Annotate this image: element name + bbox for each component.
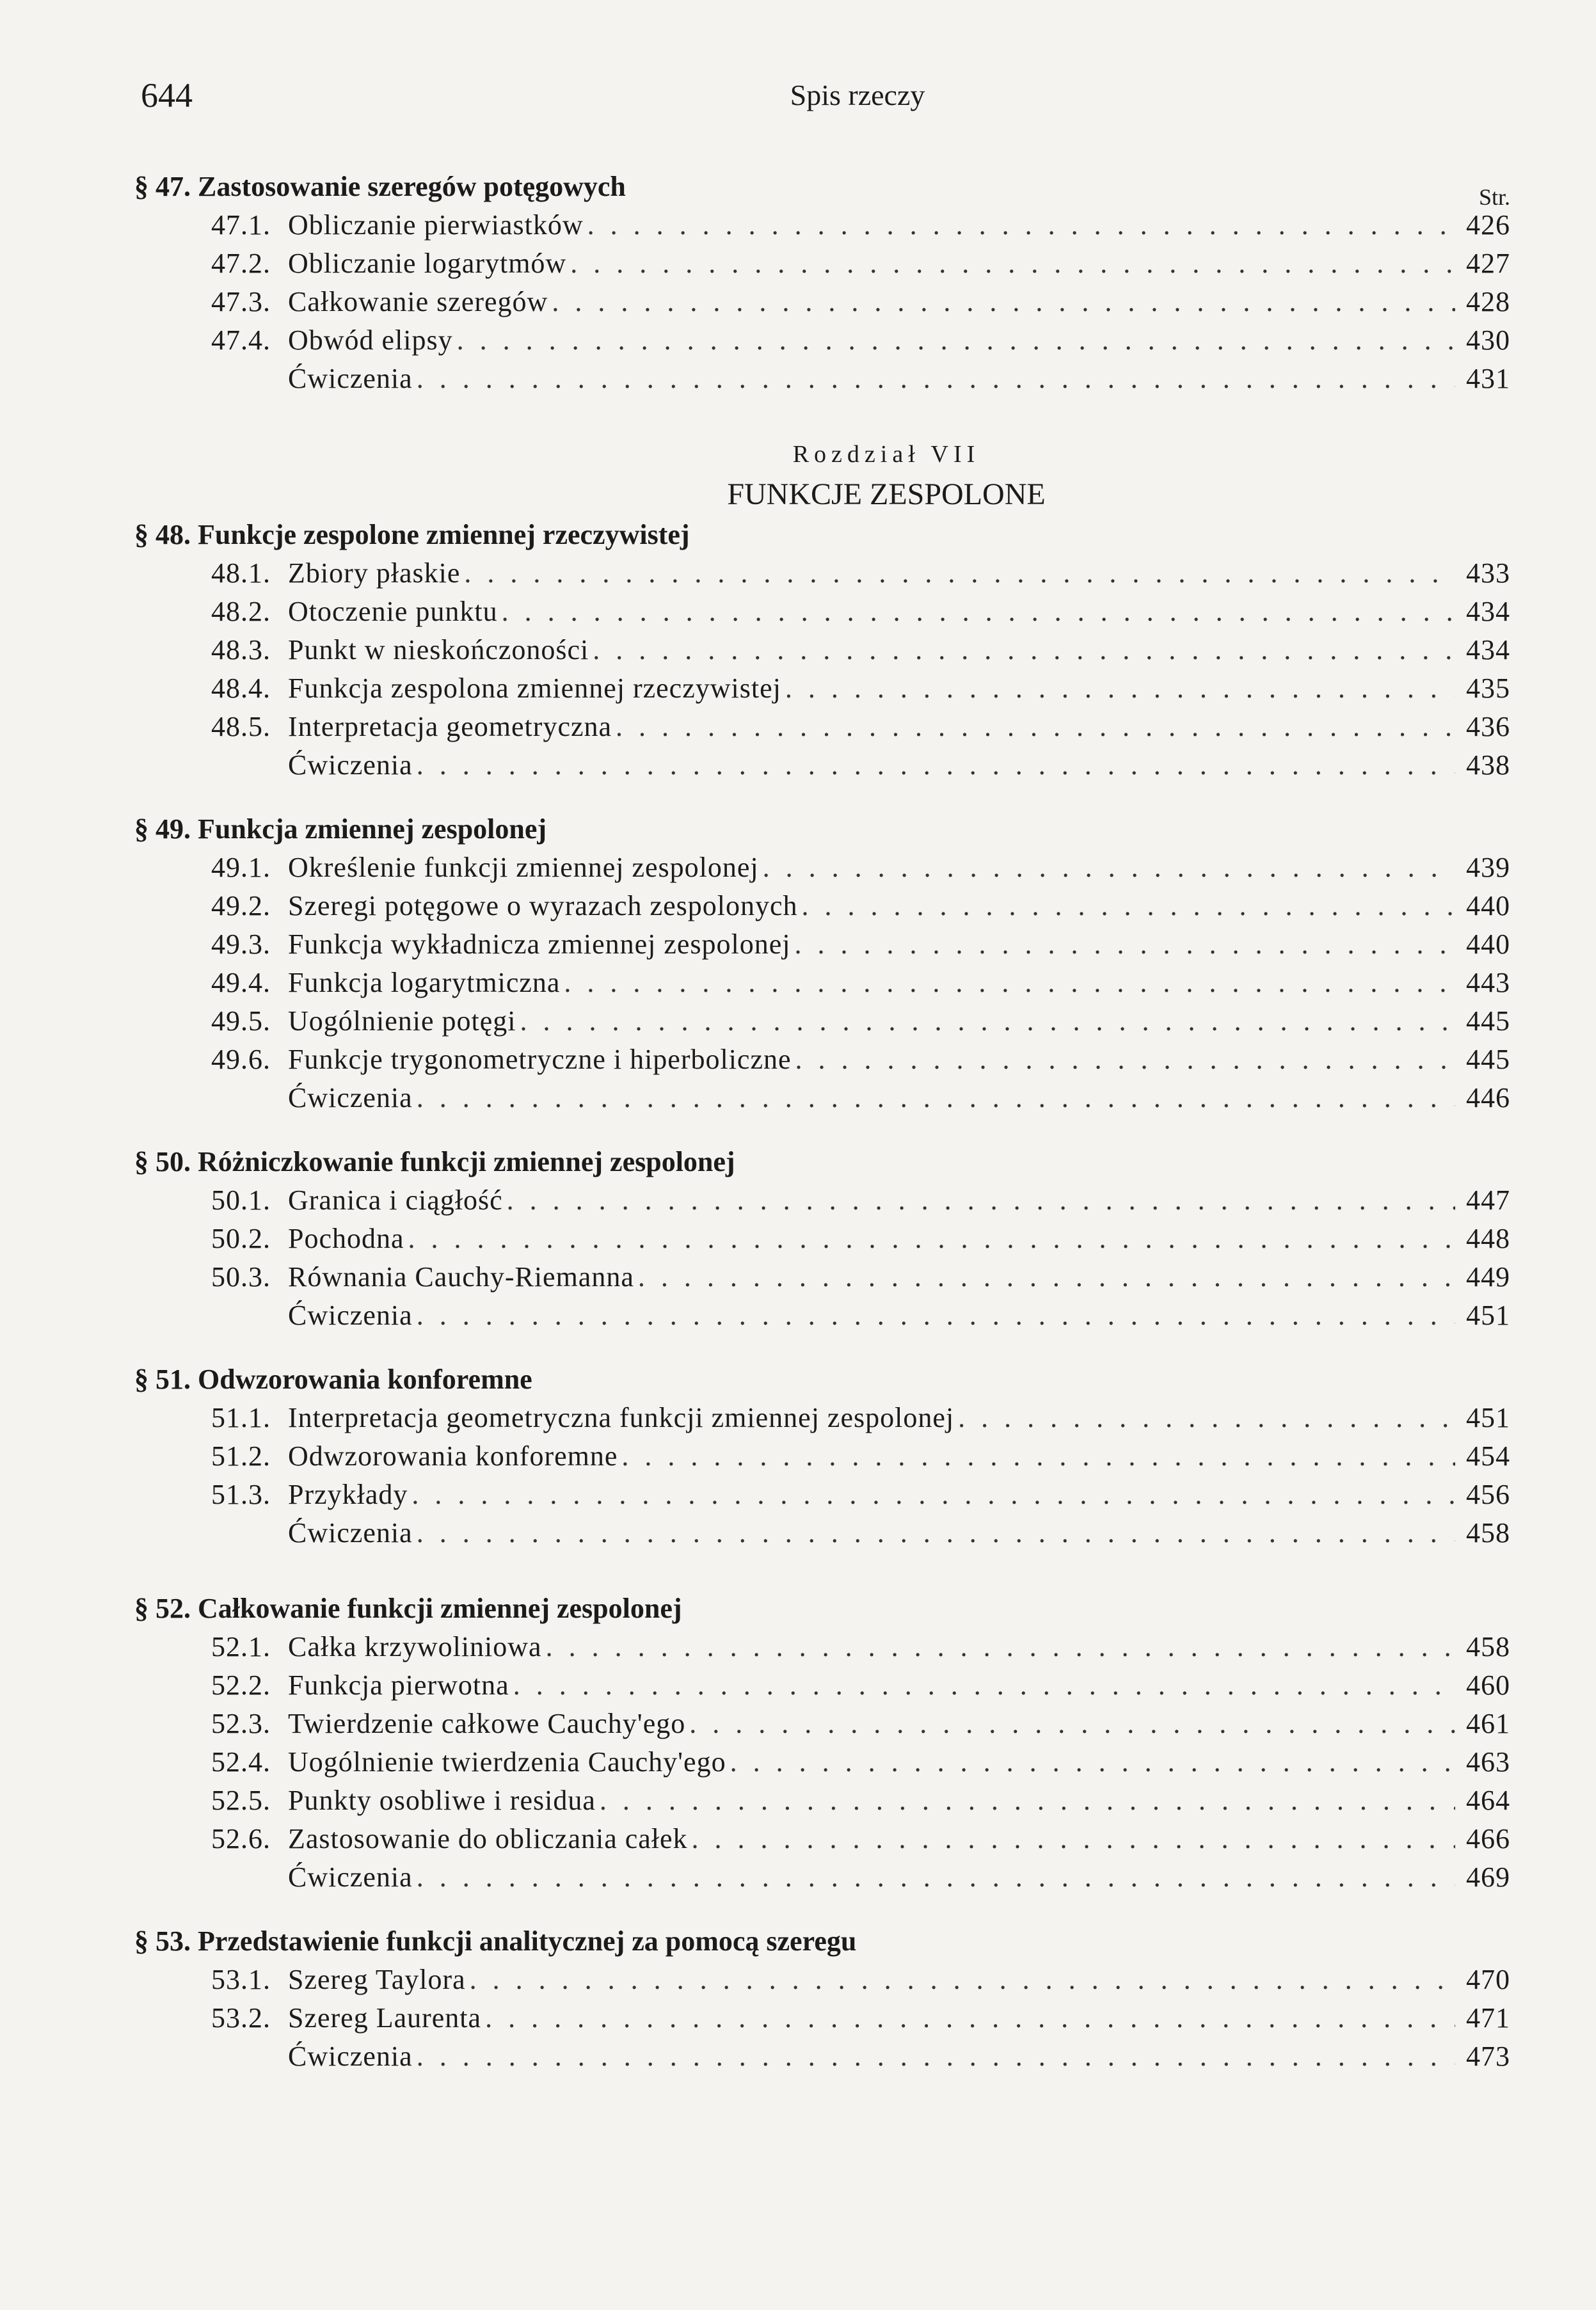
table-of-contents bbox=[134, 168, 1510, 2076]
entry-title: Obliczanie pierwiastków bbox=[288, 209, 584, 241]
toc-entry bbox=[134, 1296, 1510, 1335]
entry-title: Ćwiczenia bbox=[288, 363, 413, 394]
entry-number: 53.1. bbox=[211, 1964, 271, 1995]
entry-number: 49.3. bbox=[211, 928, 271, 960]
entry-number: 53.2. bbox=[211, 2002, 271, 2034]
entry-number: 47.4. bbox=[211, 324, 271, 356]
entry-page: 461 bbox=[1466, 1708, 1510, 1739]
toc-entry bbox=[134, 746, 1510, 785]
entry-page: 440 bbox=[1466, 928, 1510, 960]
entry-number: 50.1. bbox=[211, 1184, 271, 1216]
section-heading bbox=[134, 1143, 1510, 1181]
dot-leader bbox=[507, 1181, 1455, 1220]
entry-page: 447 bbox=[1466, 1184, 1510, 1216]
toc-entry bbox=[134, 1858, 1510, 1897]
entry-page: 431 bbox=[1466, 363, 1510, 394]
dot-leader bbox=[417, 1079, 1455, 1117]
dot-leader bbox=[470, 1961, 1455, 1999]
entry-title: Funkcja wykładnicza zmiennej zespolonej bbox=[288, 928, 791, 960]
dot-leader bbox=[692, 1820, 1455, 1858]
entry-number: 47.1. bbox=[211, 209, 271, 241]
entry-number: 47.3. bbox=[211, 286, 271, 317]
entry-number: 50.3. bbox=[211, 1261, 271, 1293]
chapter-label: Rozdział VII bbox=[792, 441, 980, 468]
entry-page: 426 bbox=[1466, 209, 1510, 241]
dot-leader bbox=[801, 887, 1455, 925]
dot-leader bbox=[411, 1476, 1455, 1514]
entry-page: 433 bbox=[1466, 557, 1510, 589]
toc-entry bbox=[134, 1666, 1510, 1705]
section-heading-text: § 49. Funkcja zmiennej zespolonej bbox=[134, 813, 547, 845]
entry-page: 434 bbox=[1466, 596, 1510, 627]
toc-section bbox=[134, 168, 1510, 398]
dot-leader bbox=[958, 1399, 1455, 1437]
entry-title: Uogólnienie twierdzenia Cauchy'ego bbox=[288, 1746, 726, 1778]
page-column-label: Str. bbox=[1478, 184, 1510, 210]
entry-number: 48.2. bbox=[211, 596, 271, 627]
dot-leader bbox=[785, 669, 1455, 708]
dot-leader bbox=[520, 1002, 1456, 1040]
dot-leader bbox=[616, 708, 1455, 746]
entry-page: 427 bbox=[1466, 248, 1510, 279]
toc-entry bbox=[134, 1399, 1510, 1437]
dot-leader bbox=[600, 1781, 1455, 1820]
dot-leader bbox=[417, 1858, 1455, 1897]
dot-leader bbox=[638, 1258, 1455, 1296]
entry-title: Zbiory płaskie bbox=[288, 557, 461, 589]
section-heading bbox=[134, 1922, 1510, 1961]
entry-page: 471 bbox=[1466, 2002, 1510, 2034]
dot-leader bbox=[795, 1040, 1455, 1079]
toc-entry bbox=[134, 1961, 1510, 1999]
entry-page: 449 bbox=[1466, 1261, 1510, 1293]
entry-page: 440 bbox=[1466, 890, 1510, 921]
entry-number: 49.6. bbox=[211, 1044, 271, 1075]
entry-title: Pochodna bbox=[288, 1223, 404, 1254]
entry-page: 460 bbox=[1466, 1669, 1510, 1701]
entry-number: 52.1. bbox=[211, 1631, 271, 1662]
entry-title: Szereg Laurenta bbox=[288, 2002, 482, 2034]
section-heading bbox=[134, 168, 1510, 210]
entry-title: Ćwiczenia bbox=[288, 1517, 413, 1549]
entry-page: 436 bbox=[1466, 711, 1510, 742]
dot-leader bbox=[417, 746, 1455, 785]
dot-leader bbox=[485, 1999, 1455, 2037]
toc-section bbox=[134, 516, 1510, 785]
entry-number: 49.5. bbox=[211, 1005, 271, 1037]
toc-entry bbox=[134, 669, 1510, 708]
entry-page: 470 bbox=[1466, 1964, 1510, 1995]
page-number: 644 bbox=[141, 76, 193, 115]
toc-entry bbox=[134, 321, 1510, 360]
dot-leader bbox=[417, 1296, 1455, 1335]
entry-title: Twierdzenie całkowe Cauchy'ego bbox=[288, 1708, 686, 1739]
entry-number: 49.2. bbox=[211, 890, 271, 921]
toc-section bbox=[134, 810, 1510, 1117]
entry-number: 52.3. bbox=[211, 1708, 271, 1739]
dot-leader bbox=[417, 2037, 1455, 2076]
toc-entry bbox=[134, 708, 1510, 746]
toc-entry bbox=[134, 1820, 1510, 1858]
dot-leader bbox=[457, 321, 1455, 360]
toc-entry bbox=[134, 848, 1510, 887]
toc-entry bbox=[134, 1437, 1510, 1476]
section-heading bbox=[134, 516, 1510, 554]
entry-number: 48.1. bbox=[211, 557, 271, 589]
entry-title: Otoczenie punktu bbox=[288, 596, 498, 627]
entry-title: Ćwiczenia bbox=[288, 1082, 413, 1113]
entry-title: Funkcja pierwotna bbox=[288, 1669, 509, 1701]
toc-entry bbox=[134, 593, 1510, 631]
entry-page: 466 bbox=[1466, 1823, 1510, 1854]
entry-title: Funkcja logarytmiczna bbox=[288, 967, 561, 998]
entry-number: 49.1. bbox=[211, 852, 271, 883]
entry-title: Funkcja zespolona zmiennej rzeczywistej bbox=[288, 673, 781, 704]
entry-title: Ćwiczenia bbox=[288, 1300, 413, 1331]
toc-entry bbox=[134, 283, 1510, 321]
dot-leader bbox=[587, 206, 1455, 244]
toc-entry bbox=[134, 1040, 1510, 1079]
toc-entry bbox=[134, 887, 1510, 925]
toc-entry bbox=[134, 1999, 1510, 2037]
dot-leader bbox=[763, 848, 1455, 887]
dot-leader bbox=[417, 360, 1455, 398]
running-title: Spis rzeczy bbox=[790, 79, 925, 111]
toc-entry bbox=[134, 631, 1510, 669]
entry-page: 435 bbox=[1466, 673, 1510, 704]
section-heading-text: § 50. Różniczkowanie funkcji zmiennej zespolonej bbox=[134, 1146, 735, 1177]
entry-title: Szereg Taylora bbox=[288, 1964, 466, 1995]
entry-title: Punkt w nieskończoności bbox=[288, 634, 589, 665]
dot-leader bbox=[689, 1705, 1455, 1743]
entry-number: 52.6. bbox=[211, 1823, 271, 1854]
entry-title: Uogólnienie potęgi bbox=[288, 1005, 516, 1037]
entry-page: 473 bbox=[1466, 2041, 1510, 2072]
entry-page: 458 bbox=[1466, 1631, 1510, 1662]
entry-page: 448 bbox=[1466, 1223, 1510, 1254]
entry-number: 52.4. bbox=[211, 1746, 271, 1778]
entry-page: 456 bbox=[1466, 1479, 1510, 1510]
toc-entry bbox=[134, 1002, 1510, 1040]
entry-page: 434 bbox=[1466, 634, 1510, 665]
entry-title: Szeregi potęgowe o wyrazach zespolonych bbox=[288, 890, 798, 921]
dot-leader bbox=[593, 631, 1455, 669]
entry-title: Ćwiczenia bbox=[288, 749, 413, 781]
entry-number: 47.2. bbox=[211, 248, 271, 279]
entry-title: Punkty osobliwe i residua bbox=[288, 1785, 596, 1816]
entry-title: Obliczanie logarytmów bbox=[288, 248, 567, 279]
entry-page: 438 bbox=[1466, 749, 1510, 781]
entry-title: Określenie funkcji zmiennej zespolonej bbox=[288, 852, 759, 883]
entry-title: Odwzorowania konforemne bbox=[288, 1440, 618, 1472]
entry-page: 430 bbox=[1466, 324, 1510, 356]
entry-page: 428 bbox=[1466, 286, 1510, 317]
toc-entry bbox=[134, 206, 1510, 244]
entry-number: 50.2. bbox=[211, 1223, 271, 1254]
entry-number: 48.4. bbox=[211, 673, 271, 704]
toc-entry bbox=[134, 1743, 1510, 1781]
entry-number: 51.3. bbox=[211, 1479, 271, 1510]
entry-title: Obwód elipsy bbox=[288, 324, 453, 356]
toc-entry bbox=[134, 964, 1510, 1002]
toc-entry bbox=[134, 1781, 1510, 1820]
toc-entry bbox=[134, 925, 1510, 964]
entry-title: Całka krzywoliniowa bbox=[288, 1631, 542, 1662]
section-heading-text: § 53. Przedstawienie funkcji analitycznej za pomocą szeregu bbox=[134, 1925, 857, 1957]
entry-page: 445 bbox=[1466, 1005, 1510, 1037]
section-heading bbox=[134, 1360, 1510, 1399]
toc-section bbox=[134, 1360, 1510, 1552]
dot-leader bbox=[408, 1220, 1455, 1258]
toc-entry bbox=[134, 1628, 1510, 1666]
dot-leader bbox=[795, 925, 1455, 964]
entry-page: 469 bbox=[1466, 1861, 1510, 1893]
toc-section bbox=[134, 1143, 1510, 1335]
entry-number: 51.2. bbox=[211, 1440, 271, 1472]
entry-title: Przykłady bbox=[288, 1479, 408, 1510]
dot-leader bbox=[502, 593, 1455, 631]
entry-page: 458 bbox=[1466, 1517, 1510, 1549]
toc-entry bbox=[134, 1705, 1510, 1743]
entry-title: Interpretacja geometryczna bbox=[288, 711, 612, 742]
entry-title: Granica i ciągłość bbox=[288, 1184, 503, 1216]
toc-entry bbox=[134, 1514, 1510, 1552]
entry-page: 451 bbox=[1466, 1300, 1510, 1331]
dot-leader bbox=[552, 283, 1455, 321]
toc-entry bbox=[134, 1258, 1510, 1296]
dot-leader bbox=[570, 244, 1455, 283]
dot-leader bbox=[513, 1666, 1455, 1705]
chapter-title: FUNKCJE ZESPOLONE bbox=[727, 477, 1046, 511]
entry-title: Zastosowanie do obliczania całek bbox=[288, 1823, 688, 1854]
toc-entry bbox=[134, 1181, 1510, 1220]
section-heading-text: § 48. Funkcje zespolone zmiennej rzeczywistej bbox=[134, 519, 690, 550]
entry-page: 446 bbox=[1466, 1082, 1510, 1113]
section-heading bbox=[134, 810, 1510, 848]
dot-leader bbox=[564, 964, 1455, 1002]
entry-title: Ćwiczenia bbox=[288, 1861, 413, 1893]
entry-number: 48.5. bbox=[211, 711, 271, 742]
chapter-heading bbox=[134, 435, 1510, 516]
dot-leader bbox=[464, 554, 1455, 593]
entry-page: 454 bbox=[1466, 1440, 1510, 1472]
entry-page: 445 bbox=[1466, 1044, 1510, 1075]
entry-page: 463 bbox=[1466, 1746, 1510, 1778]
toc-entry bbox=[134, 1220, 1510, 1258]
section-heading-text: § 47. Zastosowanie szeregów potęgowych bbox=[134, 171, 626, 202]
entry-title: Ćwiczenia bbox=[288, 2041, 413, 2072]
toc-section bbox=[134, 1922, 1510, 2076]
entry-page: 451 bbox=[1466, 1402, 1510, 1433]
dot-leader bbox=[730, 1743, 1455, 1781]
entry-page: 464 bbox=[1466, 1785, 1510, 1816]
section-heading-text: § 51. Odwzorowania konforemne bbox=[134, 1364, 532, 1395]
entry-number: 52.2. bbox=[211, 1669, 271, 1701]
toc-entry bbox=[134, 360, 1510, 398]
entry-number: 52.5. bbox=[211, 1785, 271, 1816]
entry-title: Interpretacja geometryczna funkcji zmiennej zespolonej bbox=[288, 1402, 955, 1433]
entry-title: Całkowanie szeregów bbox=[288, 286, 548, 317]
toc-entry bbox=[134, 244, 1510, 283]
entry-page: 439 bbox=[1466, 852, 1510, 883]
dot-leader bbox=[621, 1437, 1455, 1476]
toc-entry bbox=[134, 554, 1510, 593]
entry-number: 51.1. bbox=[211, 1402, 271, 1433]
toc-entry bbox=[134, 1476, 1510, 1514]
dot-leader bbox=[546, 1628, 1455, 1666]
entry-title: Funkcje trygonometryczne i hiperboliczne bbox=[288, 1044, 792, 1075]
section-heading-text: § 52. Całkowanie funkcji zmiennej zespolonej bbox=[134, 1593, 682, 1624]
entry-number: 49.4. bbox=[211, 967, 271, 998]
toc-section bbox=[134, 1589, 1510, 1897]
section-heading bbox=[134, 1589, 1510, 1628]
entry-page: 443 bbox=[1466, 967, 1510, 998]
entry-number: 48.3. bbox=[211, 634, 271, 665]
toc-entry bbox=[134, 1079, 1510, 1117]
toc-entry bbox=[134, 2037, 1510, 2076]
entry-title: Równania Cauchy-Riemanna bbox=[288, 1261, 634, 1293]
dot-leader bbox=[417, 1514, 1455, 1552]
